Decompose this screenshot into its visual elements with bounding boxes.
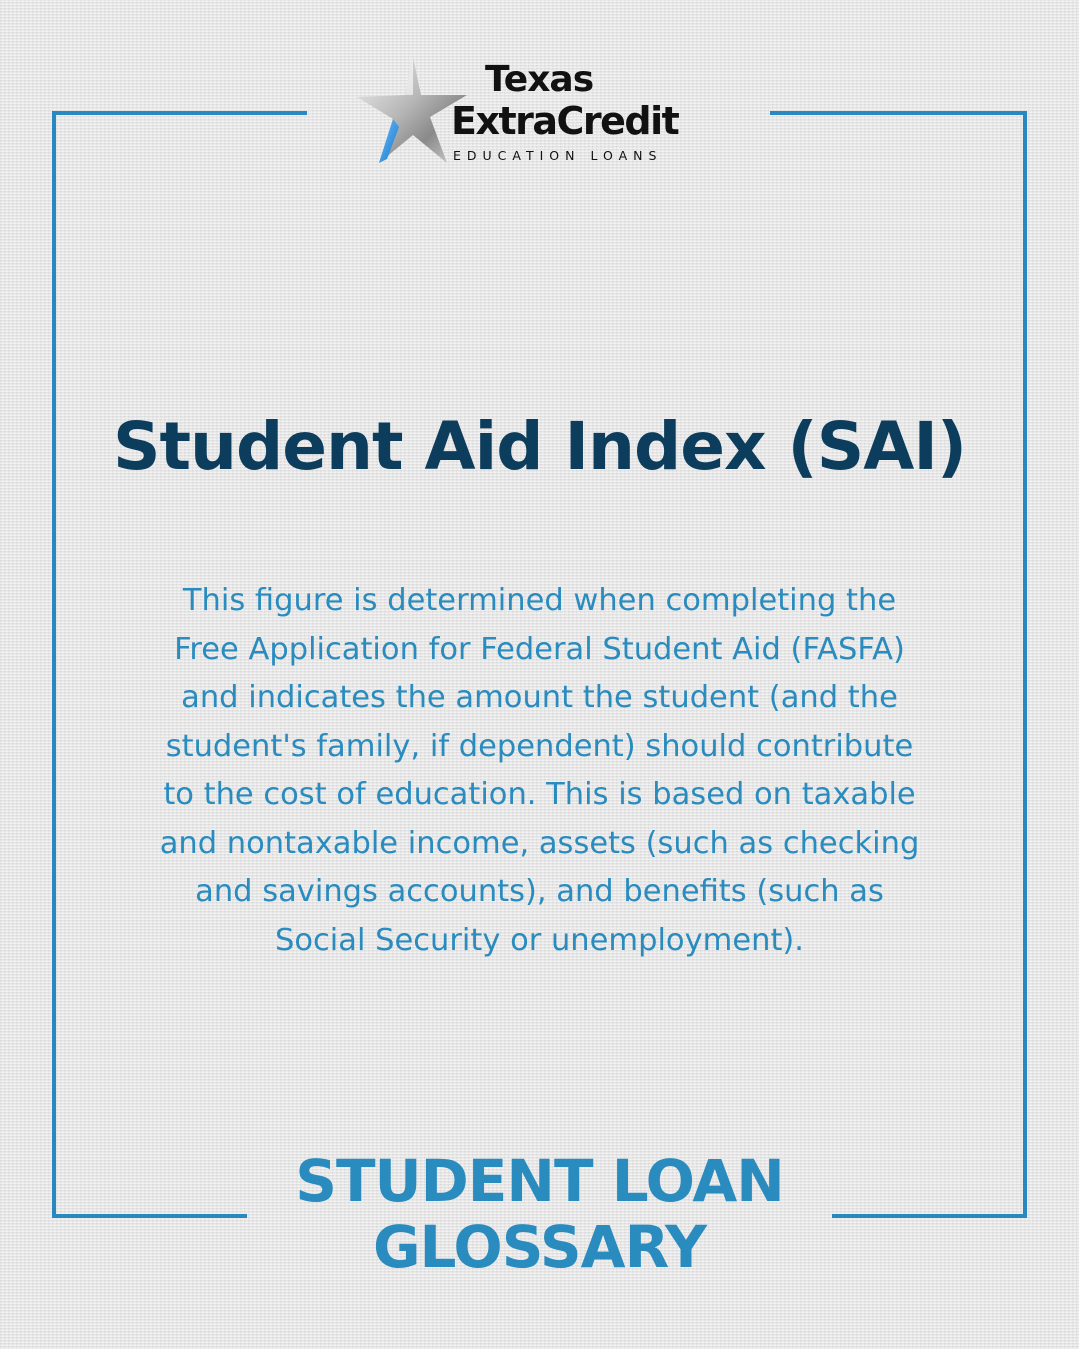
definition-line: and indicates the amount the student (and the [181,680,898,715]
definition-line: and nontaxable income, assets (such as checking [159,825,920,861]
definition-text [110,577,969,965]
brand-logo [355,55,735,170]
definition-line: Social Security or unemployment). [275,922,804,958]
definition-line: and savings accounts), and benefits (such as [195,874,884,909]
footer-line-1: STUDENT LOAN [295,1147,784,1215]
definition-line: to the cost of education. This is based on taxable [163,777,916,812]
logo-line-education-loans: EDUCATION LOANS [453,148,663,163]
frame-top-left [52,111,307,115]
definition-line: This figure is determined when completing the [182,583,897,618]
frame-top-right [770,111,1027,115]
footer-line-2: GLOSSARY [372,1213,707,1281]
frame-right [1023,111,1027,1218]
page-title: Student Aid Index (SAI) [112,408,967,485]
frame-left [52,111,56,1218]
definition-line: Free Application for Federal Student Aid (FASFA) [174,631,905,667]
glossary-footer [0,1148,1079,1280]
logo-line-extracredit: ExtraCredit [451,99,679,143]
definition-line: student's family, if dependent) should contribute [165,728,914,764]
logo-line-texas: Texas [485,59,594,100]
